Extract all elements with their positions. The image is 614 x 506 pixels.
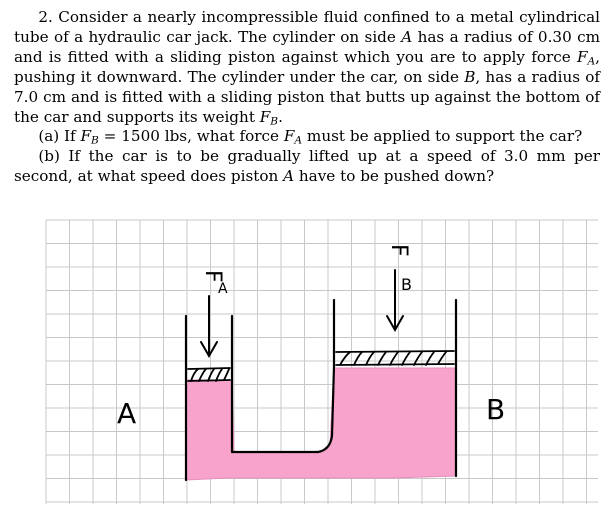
piston-b	[336, 351, 454, 365]
connecting-tube	[232, 366, 334, 452]
piston-a	[188, 368, 230, 381]
part-b: (b) If the car is to be gradually lifted up at a speed of 3.0 mm per second, at what speed does piston A have to be pushed down?	[14, 147, 600, 186]
force-a-subscript: A	[218, 281, 228, 297]
force-b-subscript: B	[401, 275, 412, 294]
force-b-label: F	[386, 244, 411, 257]
side-a-label: A	[117, 397, 137, 430]
side-b-symbol: B	[464, 67, 476, 86]
problem-intro: 2. Consider a nearly incompressible fluid confined to a metal cylindrical tube of a hydraulic car jack. The cylinder on side A has a radius of 0.30 cm and is fitted with a sliding piston against which you are to apply force $F_A$, pushing it downward. The cylinder under the car, on side B, has a radius of 7.0 cm and is fitted with a sliding piston that butts up against the bottom of the car and supports its weight $F_B$.	[14, 8, 601, 128]
problem-number: 2.	[38, 8, 53, 26]
side-a-symbol: A	[401, 27, 413, 46]
force-a-label: F	[200, 270, 225, 283]
part-a: (a) If $F_B = 1500$ lbs, what force $F_A$ must be applied to support the car?	[38, 127, 583, 148]
side-b-label: B	[486, 393, 506, 426]
force-a-arrow	[201, 296, 217, 356]
